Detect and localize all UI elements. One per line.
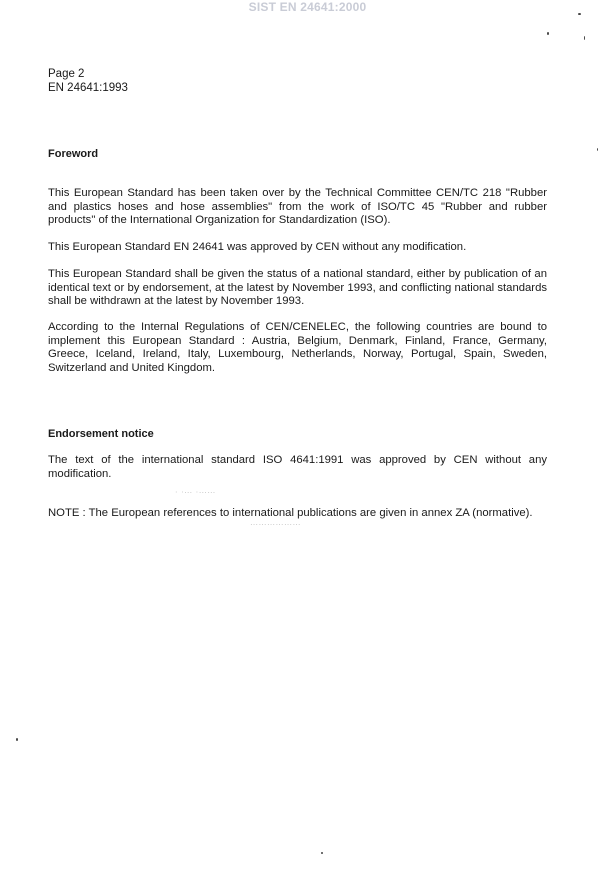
scan-speck — [597, 148, 598, 151]
scan-speck — [16, 738, 18, 741]
endorsement-text: The text of the international standard ISO 4641:1991 was approved by CEN without any modification. — [48, 454, 547, 480]
foreword-heading: Foreword — [48, 148, 99, 160]
standard-number: EN 24641:1993 — [48, 82, 128, 94]
foreword-paragraph-4: According to the Internal Regulations of CEN/CENELEC, the following countries are bound to implement this European Standard : Austria, Belgium, Denmark, Finland, France, Germany, Greece, Iceland, Ireland, Italy, Luxembourg, Netherlands, Norway, Portugal, Spain, Sweden, Switzerland and United Kingdom. — [48, 321, 547, 374]
scan-speck — [578, 13, 581, 15]
scan-speck — [321, 852, 323, 854]
foreword-paragraph-2: This European Standard EN 24641 was approved by CEN without any modification. — [48, 241, 467, 253]
scan-smudge: · ·⋯ ·⋯⋯ — [175, 488, 216, 497]
scan-speck — [547, 32, 549, 35]
scan-smudge: ⋯⋯⋯⋯⋯⋯ — [250, 520, 301, 529]
foreword-paragraph-1: This European Standard has been taken over by the Technical Committee CEN/TC 218 "Rubber and plastics hoses and hose assemblies" from the work of ISO/TC 45 "Rubber and rubber products" of the International Organization for Standardization (ISO). — [48, 187, 547, 226]
endorsement-heading: Endorsement notice — [48, 428, 154, 440]
scan-speck — [584, 36, 585, 40]
page-number: Page 2 — [48, 68, 85, 80]
foreword-paragraph-3: This European Standard shall be given the status of a national standard, either by publication of an identical text or by endorsement, at the latest by November 1993, and conflicting national standards shall be withdrawn at the latest by November 1993. — [48, 268, 547, 307]
page-header — [48, 67, 128, 95]
document-watermark: SIST EN 24641:2000 — [248, 0, 367, 14]
endorsement-note: NOTE : The European references to international publications are given in annex ZA (normative). — [48, 507, 533, 519]
